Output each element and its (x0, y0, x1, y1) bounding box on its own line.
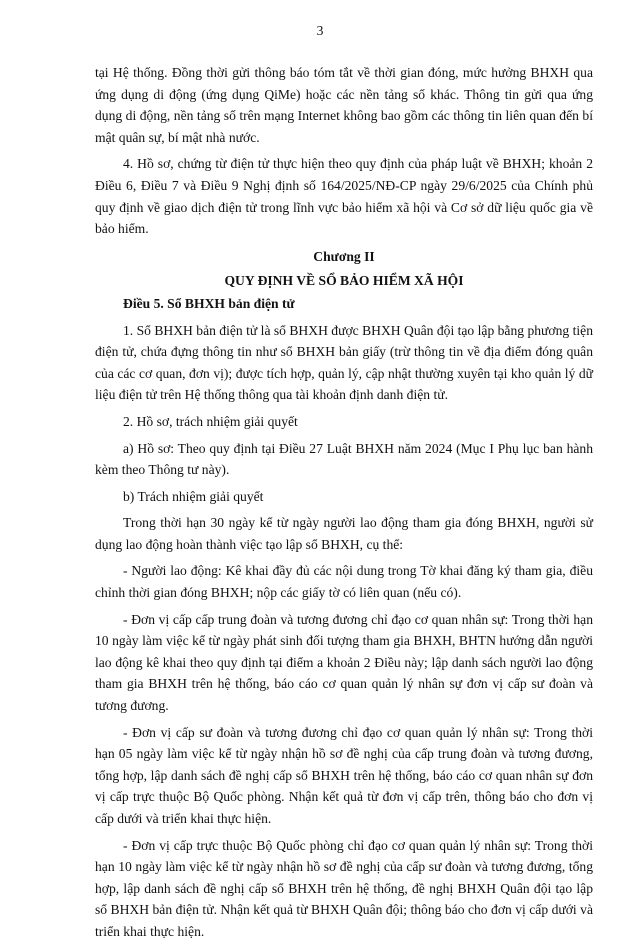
chapter-title: QUY ĐỊNH VỀ SỔ BẢO HIỂM XÃ HỘI (224, 273, 464, 289)
paragraph-item-4: 4. Hồ sơ, chứng từ điện tử thực hiện theo quy định của pháp luật về BHXH; khoản 2 Điều 6, Điều 7 và Điều 9 Nghị định số 164/2025/NĐ-CP ngày 29/6/2025 của Chính phủ quy định về giao dịch điện tử trong lĩnh vực bảo hiểm xã hội và Cơ sở dữ liệu quốc gia về bảo hiểm. (95, 156, 593, 237)
article-heading: Điều 5. Sổ BHXH bản điện tử (123, 295, 295, 311)
paragraph-ministry-unit: - Đơn vị cấp trực thuộc Bộ Quốc phòng chỉ đạo cơ quan quản lý nhân sự: Trong thời hạn 10 ngày làm việc kể từ ngày nhận hồ sơ đề nghị của cấp sư đoàn và tương đương, tổng hợp, lập danh sách đề nghị cấp sổ BHXH trên hệ thống, đề nghị BHXH Quân đội tạo lập sổ BHXH bản điện tử. Nhận kết quả từ BHXH Quân đội; thông báo cho đơn vị cấp dưới và triển khai thực hiện. (95, 837, 593, 939)
page-number: 3 (316, 23, 324, 38)
paragraph-deadline: Trong thời hạn 30 ngày kể từ ngày người lao động tham gia đóng BHXH, người sử dụng lao động hoàn thành việc tạo lập sổ BHXH, cụ thể: (95, 515, 593, 552)
paragraph-continuation: tại Hệ thống. Đồng thời gửi thông báo tóm tắt về thời gian đóng, mức hưởng BHXH qua ứng dụng di động (ứng dụng QiMe) hoặc các nền tảng số khác. Thông tin gửi qua ứng dụng di động, nền tảng số trên mạng Internet không bao gồm các thông tin liên quan đến bí mật quân sự, bí mật nhà nước. (95, 65, 593, 145)
paragraph-regiment-unit: - Đơn vị cấp cấp trung đoàn và tương đương chỉ đạo cơ quan nhân sự: Trong thời hạn 10 ngày làm việc kể từ ngày phát sinh đối tượng tham gia BHXH, BHTN hướng dẫn người lao động kê khai theo quy định tại điểm a khoản 2 Điều này; lập danh sách người lao động tham gia BHXH trên hệ thống, báo cáo cơ quan quản lý nhân sự đơn vị cấp sư đoàn và tương đương. (95, 611, 593, 714)
paragraph-clause-1: 1. Sổ BHXH bản điện tử là sổ BHXH được BHXH Quân đội tạo lập bằng phương tiện điện tử, chứa đựng thông tin như sổ BHXH bản giấy (trừ thông tin về địa điểm đóng quân của các cơ quan, đơn vị); được tích hợp, quản lý, cập nhật thường xuyên tại kho quản lý dữ liệu điện tử trên Hệ thống thông qua tài khoản định danh điện tử. (95, 322, 593, 403)
paragraph-clause-2: 2. Hồ sơ, trách nhiệm giải quyết (123, 413, 298, 429)
paragraph-point-a: a) Hồ sơ: Theo quy định tại Điều 27 Luật BHXH năm 2024 (Mục I Phụ lục ban hành kèm theo Thông tư này). (95, 440, 593, 478)
paragraph-division-unit: - Đơn vị cấp sư đoàn và tương đương chỉ đạo cơ quan quản lý nhân sự: Trong thời hạn 05 ngày làm việc kể từ ngày nhận hồ sơ đề nghị của cấp trung đoàn và tương đương, tổng hợp, lập danh sách đề nghị cấp sổ BHXH trên hệ thống, báo cáo cơ quan nhân sự đơn vị cấp trực thuộc Bộ Quốc phòng. Nhận kết quả từ đơn vị cấp trên, thông báo cho đơn vị cấp dưới và triển khai thực hiện. (95, 724, 593, 826)
paragraph-point-b: b) Trách nhiệm giải quyết (123, 488, 264, 504)
paragraph-employee: - Người lao động: Kê khai đầy đủ các nội dung trong Tờ khai đăng ký tham gia, điều chỉnh thời gian đóng BHXH; nộp các giấy tờ có liên quan (nếu có). (95, 563, 593, 601)
document-body (95, 62, 593, 943)
chapter-heading: Chương II (313, 248, 375, 264)
